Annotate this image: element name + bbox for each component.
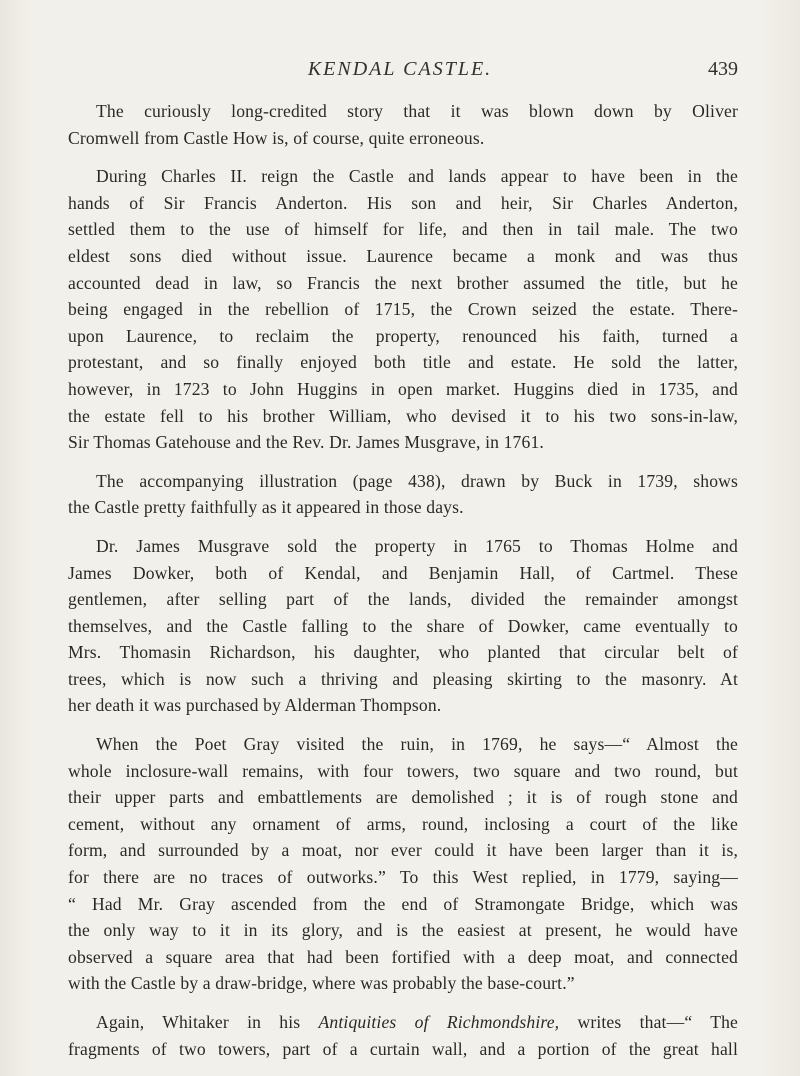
text-line: themselves, and the Castle falling to the share of Dowker, came eventually to: [68, 615, 738, 636]
text-line: Dr. James Musgrave sold the property in 1765 to Thomas Holme and: [96, 535, 738, 556]
text-run: writes that—“ The: [559, 1012, 738, 1032]
text-line: During Charles II. reign the Castle and lands appear to have been in the: [96, 166, 738, 187]
text-line: cement, without any ornament of arms, round, inclosing a court of the like: [68, 813, 738, 834]
text-line: gentlemen, after selling part of the lands, divided the remainder amongst: [68, 589, 738, 610]
text-line: eldest sons died without issue. Laurence became a monk and was thus: [68, 245, 738, 266]
text-line: with the Castle by a draw-bridge, where was probably the base-court.”: [68, 973, 575, 994]
text-line: The accompanying illustration (page 438), drawn by Buck in 1739, shows: [96, 470, 738, 491]
text-line: protestant, and so finally enjoyed both title and estate. He sold the latter,: [68, 352, 738, 373]
text-line: Sir Thomas Gatehouse and the Rev. Dr. James Musgrave, in 1761.: [68, 432, 544, 453]
paragraph: [68, 163, 738, 456]
page-number: 439: [708, 58, 738, 80]
text-run: Again, Whitaker in his: [96, 1012, 319, 1032]
text-line: form, and surrounded by a moat, nor ever could it have been larger than it is,: [68, 840, 738, 861]
text-line: fragments of two towers, part of a curtain wall, and a portion of the great hall: [68, 1038, 738, 1059]
book-title-italic: Antiquities of Richmondshire,: [318, 1012, 560, 1032]
text-line-with-italic-title: [68, 1009, 738, 1036]
text-line: James Dowker, both of Kendal, and Benjamin Hall, of Cartmel. These: [68, 562, 738, 583]
text-line: accounted dead in law, so Francis the next brother assumed the title, but he: [68, 272, 738, 293]
text-line: however, in 1723 to John Huggins in open market. Huggins died in 1735, and: [68, 378, 738, 399]
text-line: being engaged in the rebellion of 1715, the Crown seized the estate. There-: [68, 299, 738, 320]
paragraph: [68, 1009, 738, 1062]
text-line: whole inclosure-wall remains, with four towers, two square and two round, but: [68, 760, 738, 781]
text-line: the only way to it in its glory, and is the easiest at present, he would have: [68, 920, 738, 941]
text-line: Cromwell from Castle How is, of course, quite erroneous.: [68, 127, 485, 148]
text-line: the Castle pretty faithfully as it appeared in those days.: [68, 497, 464, 518]
text-line: the estate fell to his brother William, who devised it to his two sons-in-law,: [68, 405, 738, 426]
text-line: hands of Sir Francis Anderton. His son and heir, Sir Charles Anderton,: [68, 192, 738, 213]
paragraph: [68, 533, 738, 719]
text-line: upon Laurence, to reclaim the property, renounced his faith, turned a: [68, 325, 738, 346]
text-line: observed a square area that had been fortified with a deep moat, and connected: [68, 946, 738, 967]
body-text: [68, 98, 738, 1074]
paragraph: [68, 98, 738, 151]
text-line: trees, which is now such a thriving and pleasing skirting to the masonry. At: [68, 668, 738, 689]
text-line: The curiously long-credited story that it was blown down by Oliver: [96, 101, 738, 121]
text-line: When the Poet Gray visited the ruin, in 1769, he says—“ Almost the: [96, 734, 738, 755]
running-head: [0, 58, 800, 88]
text-line: settled them to the use of himself for life, and then in tail male. The two: [68, 219, 738, 240]
text-line: “ Had Mr. Gray ascended from the end of Stramongate Bridge, which was: [68, 893, 738, 914]
text-line: Mrs. Thomasin Richardson, his daughter, who planted that circular belt of: [68, 642, 738, 663]
text-line: her death it was purchased by Alderman Thompson.: [68, 695, 442, 716]
paragraph: [68, 731, 738, 997]
text-line: for there are no traces of outworks.” To this West replied, in 1779, saying—: [68, 867, 738, 888]
running-title: KENDAL CASTLE.: [307, 58, 493, 80]
paragraph: [68, 468, 738, 521]
text-line: their upper parts and embattlements are demolished ; it is of rough stone and: [68, 787, 738, 808]
